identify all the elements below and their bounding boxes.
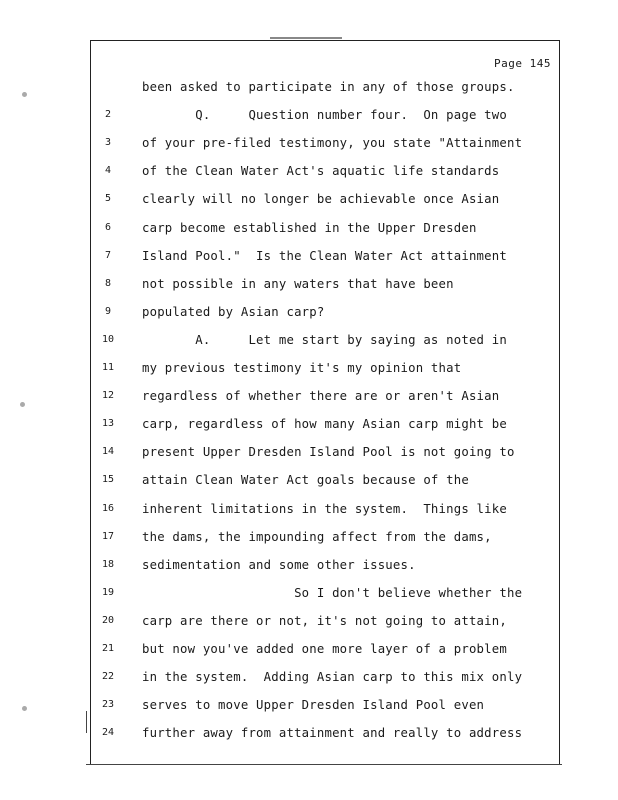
- line-text: inherent limitations in the system. Things like: [142, 501, 507, 516]
- line-number: 3: [104, 137, 112, 149]
- transcript-line: [91, 442, 559, 462]
- line-number: 23: [101, 699, 115, 711]
- transcript-line: [91, 723, 559, 743]
- transcript-line: [91, 133, 559, 153]
- bottom-rule: [86, 764, 562, 765]
- line-number: 15: [101, 474, 115, 486]
- margin-mark: [86, 711, 91, 733]
- transcript-line: [91, 189, 559, 209]
- transcript-line: [91, 274, 559, 294]
- scan-speck: [22, 92, 27, 97]
- transcript-line: [91, 695, 559, 715]
- line-text: been asked to participate in any of those groups.: [142, 80, 515, 94]
- transcript-line: [91, 246, 559, 266]
- line-text: populated by Asian carp?: [142, 304, 325, 319]
- line-text: not possible in any waters that have been: [142, 276, 454, 291]
- line-number: 19: [101, 586, 115, 598]
- transcript-line: [91, 330, 559, 350]
- line-text: So I don't believe whether the: [142, 585, 523, 600]
- line-number: 11: [101, 362, 115, 373]
- line-number: 17: [101, 530, 115, 542]
- line-number: 9: [104, 305, 112, 317]
- transcript-line: [91, 302, 559, 322]
- scan-speck: [22, 706, 27, 711]
- transcript-line: [91, 77, 559, 97]
- line-text: clearly will no longer be achievable once Asian: [142, 192, 500, 207]
- line-number: 14: [101, 446, 115, 458]
- line-text: Q. Question number four. On page two: [142, 108, 507, 123]
- line-text: carp are there or not, it's not going to attain,: [142, 613, 507, 628]
- line-text: in the system. Adding Asian carp to this mix only: [142, 670, 523, 685]
- line-text: carp become established in the Upper Dresden: [142, 220, 477, 235]
- transcript-page: [90, 40, 560, 765]
- line-text: my previous testimony it's my opinion that: [142, 361, 462, 375]
- transcript-line: [91, 639, 559, 659]
- line-number: 6: [104, 221, 112, 233]
- line-text: Island Pool." Is the Clean Water Act attainment: [142, 248, 507, 263]
- transcript-line: [91, 470, 559, 490]
- line-number: 2: [104, 109, 112, 121]
- line-text: attain Clean Water Act goals because of the: [142, 473, 469, 488]
- line-number: 4: [104, 165, 112, 177]
- transcript-line: [91, 414, 559, 434]
- transcript-line: [91, 386, 559, 406]
- line-number: 16: [101, 502, 115, 514]
- transcript-line: [91, 161, 559, 181]
- line-text: serves to move Upper Dresden Island Pool even: [142, 698, 485, 713]
- line-number: 5: [104, 193, 112, 205]
- line-text: of your pre-filed testimony, you state "Attainment: [142, 136, 523, 151]
- line-number: 12: [101, 390, 115, 402]
- scan-speck: [20, 402, 25, 407]
- line-number: 10: [101, 333, 115, 345]
- transcript-line: [91, 555, 559, 575]
- transcript-line: [91, 218, 559, 238]
- transcript-line: [91, 358, 559, 378]
- line-text: present Upper Dresden Island Pool is not going to: [142, 445, 515, 460]
- line-number: 7: [104, 249, 112, 261]
- line-text: carp, regardless of how many Asian carp might be: [142, 417, 507, 432]
- line-number: 8: [104, 277, 112, 289]
- line-number: 21: [101, 643, 115, 654]
- line-number: 18: [101, 558, 115, 570]
- scan-artifact-top: [270, 37, 342, 39]
- line-number: 13: [101, 418, 115, 430]
- page-number: Page 145: [494, 57, 551, 70]
- transcript-line: [91, 583, 559, 603]
- line-text: but now you've added one more layer of a problem: [142, 642, 507, 656]
- line-text: further away from attainment and really to address: [142, 726, 523, 741]
- transcript-line: [91, 527, 559, 547]
- line-number: 22: [101, 671, 115, 683]
- transcript-line: [91, 667, 559, 687]
- transcript-line: [91, 499, 559, 519]
- line-text: A. Let me start by saying as noted in: [142, 332, 507, 347]
- transcript-line: [91, 611, 559, 631]
- line-number: 24: [101, 727, 115, 739]
- line-text: regardless of whether there are or aren't Asian: [142, 389, 500, 404]
- transcript-line: [91, 105, 559, 125]
- line-number: 20: [101, 614, 115, 626]
- line-text: sedimentation and some other issues.: [142, 557, 416, 572]
- line-text: of the Clean Water Act's aquatic life standards: [142, 164, 500, 179]
- line-text: the dams, the impounding affect from the dams,: [142, 529, 492, 544]
